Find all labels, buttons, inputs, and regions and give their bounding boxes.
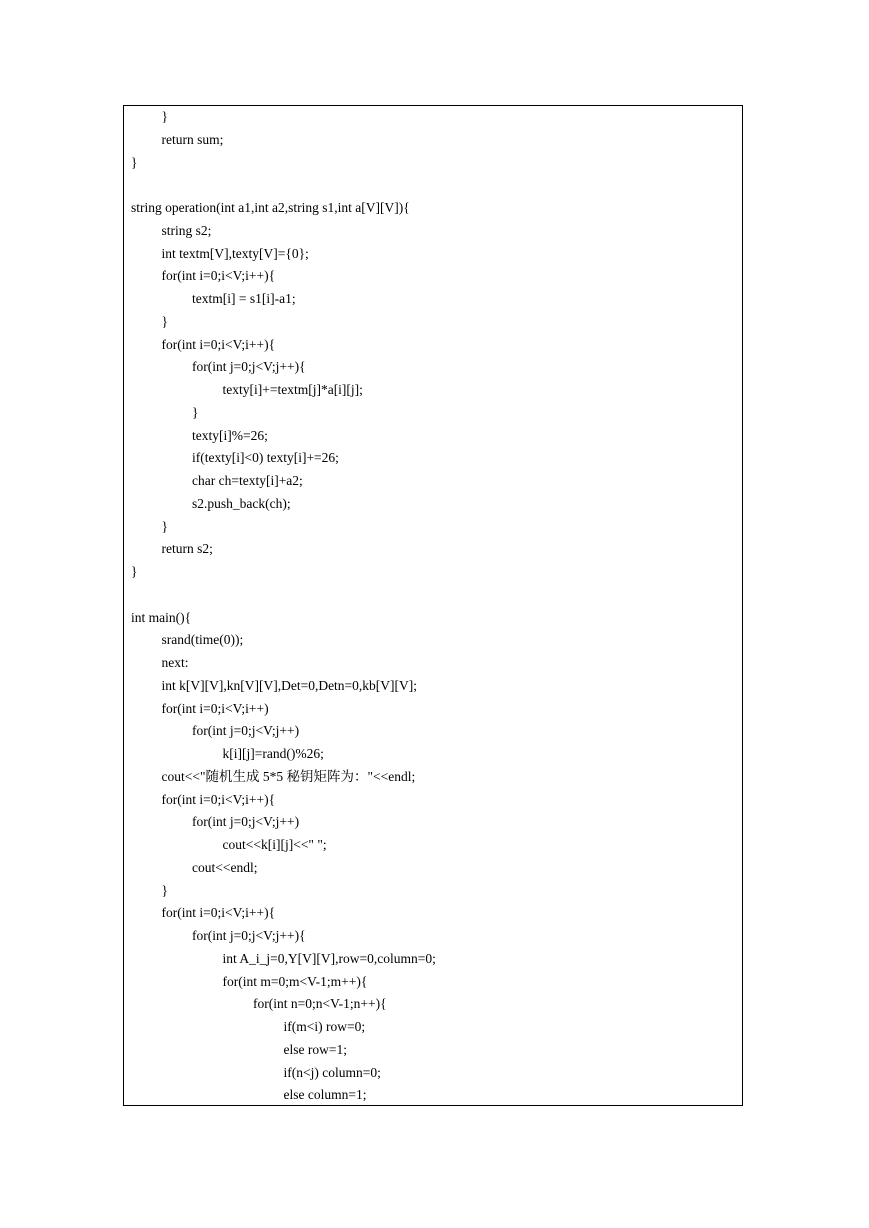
code-line: return sum; <box>161 131 224 147</box>
code-line: for(int i=0;i<V;i++){ <box>161 791 276 807</box>
code-line: int main(){ <box>131 609 192 625</box>
code-line: } <box>161 882 168 898</box>
code-line: for(int n=0;n<V-1;n++){ <box>253 996 387 1012</box>
code-line: return s2; <box>161 541 213 557</box>
code-line: int A_i_j=0,Y[V][V],row=0,column=0; <box>222 950 436 966</box>
code-line: if(n<j) column=0; <box>283 1064 381 1080</box>
code-line: for(int j=0;j<V;j++) <box>192 814 300 830</box>
code-line: for(int i=0;i<V;i++){ <box>161 268 276 284</box>
code-line: for(int i=0;i<V;i++) <box>161 700 269 716</box>
code-line: string operation(int a1,int a2,string s1,int a[V][V]){ <box>131 200 410 215</box>
code-line: cout<<k[i][j]<<" "; <box>222 837 327 852</box>
code-line: } <box>131 564 138 579</box>
code-line: } <box>192 404 199 420</box>
code-line: int textm[V],texty[V]={0}; <box>161 245 309 261</box>
code-line: char ch=texty[i]+a2; <box>192 473 303 488</box>
code-line: int k[V][V],kn[V][V],Det=0,Detn=0,kb[V][V]; <box>161 677 418 693</box>
code-line: for(int j=0;j<V;j++){ <box>192 928 306 943</box>
code-line: } <box>161 109 168 124</box>
code-line: } <box>161 518 168 534</box>
code-line: cout<<"随机生成 5*5 秘钥矩阵为："<<endl; <box>161 768 416 784</box>
code-line: if(m<i) row=0; <box>283 1019 366 1034</box>
code-line: if(texty[i]<0) texty[i]+=26; <box>192 450 339 466</box>
code-line: else row=1; <box>283 1041 347 1057</box>
code-line: string s2; <box>161 222 212 238</box>
code-line: srand(time(0)); <box>161 632 244 648</box>
code-line: texty[i]+=textm[j]*a[i][j]; <box>222 382 363 397</box>
code-line: cout<<endl; <box>192 859 258 875</box>
code-line: } <box>161 313 168 329</box>
code-frame <box>123 105 743 1106</box>
code-line: for(int j=0;j<V;j++){ <box>192 359 306 375</box>
code-line: s2.push_back(ch); <box>192 495 291 511</box>
code-line: for(int j=0;j<V;j++) <box>192 723 300 739</box>
code-line: } <box>131 154 138 170</box>
code-line: else column=1; <box>283 1087 367 1103</box>
code-line: next: <box>161 655 189 670</box>
code-line: texty[i]%=26; <box>192 427 268 443</box>
code-line: for(int i=0;i<V;i++){ <box>161 905 276 921</box>
code-line: textm[i] = s1[i]-a1; <box>192 291 296 306</box>
code-line: for(int i=0;i<V;i++){ <box>161 336 276 352</box>
code-line: for(int m=0;m<V-1;m++){ <box>222 973 368 989</box>
code-line: k[i][j]=rand()%26; <box>222 746 324 761</box>
